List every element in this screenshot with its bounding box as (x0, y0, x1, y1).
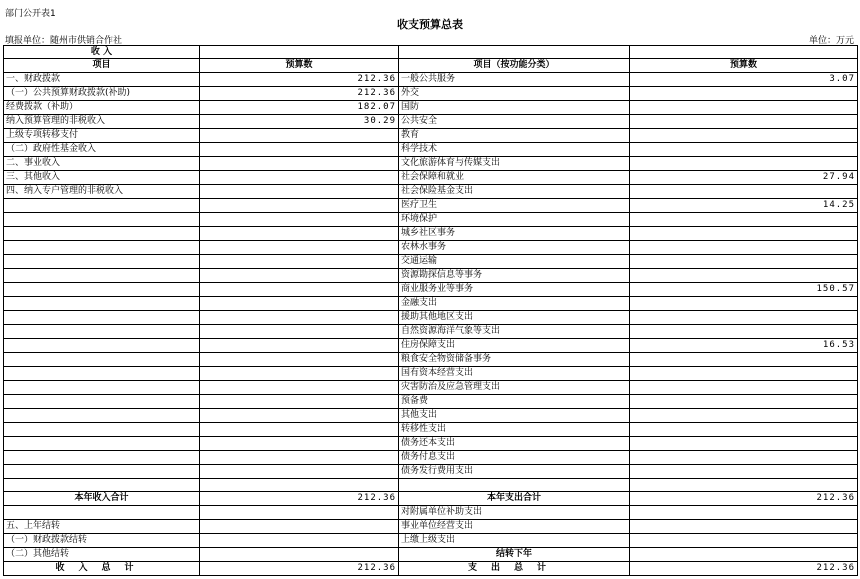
expense-item: 医疗卫生 (399, 199, 630, 213)
income-item (4, 437, 200, 451)
table-row (4, 101, 858, 115)
table-row (4, 437, 858, 451)
expense-budget: 16.53 (630, 339, 858, 353)
budget-table (3, 45, 858, 576)
totals-row (4, 492, 858, 506)
income-budget (200, 381, 399, 395)
income-item (4, 395, 200, 409)
page-title: 收支预算总表 (397, 18, 463, 31)
table-row (4, 423, 858, 437)
expense-budget (630, 157, 858, 171)
expense-item: 灾害防治及应急管理支出 (399, 381, 630, 395)
income-budget (200, 451, 399, 465)
expense-item: 对附属单位补助支出 (399, 506, 630, 520)
income-budget (200, 129, 399, 143)
income-item: （一）财政拨款结转 (4, 534, 200, 548)
income-budget (200, 269, 399, 283)
expense-grand-value: 212.36 (630, 562, 858, 576)
income-item (4, 506, 200, 520)
income-item (4, 213, 200, 227)
table-row (4, 269, 858, 283)
table-row (4, 73, 858, 87)
expense-budget (630, 534, 858, 548)
col-left-budget: 预算数 (200, 59, 399, 73)
table-row (4, 451, 858, 465)
income-budget (200, 506, 399, 520)
expense-budget (630, 409, 858, 423)
expense-budget (630, 129, 858, 143)
expense-item: 公共安全 (399, 115, 630, 129)
income-item (4, 227, 200, 241)
expense-item: 国有资本经营支出 (399, 367, 630, 381)
income-budget (200, 534, 399, 548)
expense-item: 环境保护 (399, 213, 630, 227)
income-item (4, 353, 200, 367)
income-item: 纳入预算管理的非税收入 (4, 115, 200, 129)
expense-budget (630, 423, 858, 437)
carry-next-year-label: 结转下年 (399, 548, 630, 562)
empty-cell (630, 46, 858, 59)
table-row (4, 395, 858, 409)
table-row (4, 87, 858, 101)
income-item (4, 297, 200, 311)
carry-row (4, 548, 858, 562)
table-row (4, 199, 858, 213)
income-budget (200, 213, 399, 227)
income-budget: 30.29 (200, 115, 399, 129)
income-item (4, 479, 200, 492)
income-item (4, 199, 200, 213)
income-budget (200, 185, 399, 199)
expense-budget (630, 520, 858, 534)
table-row (4, 311, 858, 325)
col-right-budget: 预算数 (630, 59, 858, 73)
expense-item: 社会保障和就业 (399, 171, 630, 185)
expense-budget (630, 87, 858, 101)
income-item: 上级专项转移支付 (4, 129, 200, 143)
expense-budget: 27.94 (630, 171, 858, 185)
expense-budget (630, 297, 858, 311)
expense-item: 债务发行费用支出 (399, 465, 630, 479)
expense-budget: 3.07 (630, 73, 858, 87)
income-item: （一）公共预算财政拨款(补助) (4, 87, 200, 101)
income-item: 五、上年结转 (4, 520, 200, 534)
expense-item: 国防 (399, 101, 630, 115)
expense-budget (630, 213, 858, 227)
income-item (4, 409, 200, 423)
expense-item: 资源勘探信息等事务 (399, 269, 630, 283)
expense-item: 商业服务业等事务 (399, 283, 630, 297)
expense-item: 文化旅游体育与传媒支出 (399, 157, 630, 171)
table-row (4, 129, 858, 143)
col-left-item: 项目 (4, 59, 200, 73)
empty-cell (200, 548, 399, 562)
expense-budget (630, 451, 858, 465)
expense-item: 债务还本支出 (399, 437, 630, 451)
income-budget (200, 143, 399, 157)
income-budget (200, 437, 399, 451)
expense-item: 其他支出 (399, 409, 630, 423)
currency-unit: 单位：万元 (808, 36, 854, 46)
section-row (4, 46, 858, 59)
income-budget (200, 157, 399, 171)
income-item (4, 311, 200, 325)
income-item: 经费拨款（补助） (4, 101, 200, 115)
expense-item: 交通运输 (399, 255, 630, 269)
income-budget (200, 367, 399, 381)
expense-budget (630, 367, 858, 381)
income-budget (200, 241, 399, 255)
column-header-row (4, 59, 858, 73)
expense-item: 事业单位经营支出 (399, 520, 630, 534)
table-row (4, 255, 858, 269)
expense-budget (630, 311, 858, 325)
expense-item (399, 479, 630, 492)
income-budget (200, 465, 399, 479)
income-item: 二、事业收入 (4, 157, 200, 171)
income-item (4, 325, 200, 339)
expense-total-value: 212.36 (630, 492, 858, 506)
income-item: 四、纳入专户管理的非税收入 (4, 185, 200, 199)
table-row (4, 339, 858, 353)
table-row (4, 465, 858, 479)
income-budget (200, 171, 399, 185)
table-row (4, 353, 858, 367)
expense-budget (630, 325, 858, 339)
expense-budget (630, 353, 858, 367)
table-row (4, 479, 858, 492)
expense-budget (630, 479, 858, 492)
income-item (4, 255, 200, 269)
table-row (4, 367, 858, 381)
income-budget (200, 297, 399, 311)
expense-item: 粮食安全物资储备事务 (399, 353, 630, 367)
expense-item: 社会保险基金支出 (399, 185, 630, 199)
income-item (4, 381, 200, 395)
expense-budget (630, 143, 858, 157)
income-budget: 212.36 (200, 73, 399, 87)
income-budget (200, 520, 399, 534)
income-section-header: 收 入 (4, 46, 200, 59)
table-row (4, 381, 858, 395)
income-budget (200, 353, 399, 367)
expense-item: 金融支出 (399, 297, 630, 311)
expense-grand-label: 支出总计 (399, 562, 630, 576)
income-budget (200, 395, 399, 409)
expense-budget (630, 269, 858, 283)
table-row (4, 185, 858, 199)
table-row (4, 297, 858, 311)
income-budget (200, 311, 399, 325)
table-row (4, 213, 858, 227)
sheet-code: 部门公开表1 (5, 9, 56, 19)
income-item (4, 339, 200, 353)
income-item (4, 423, 200, 437)
income-item (4, 367, 200, 381)
table-row (4, 520, 858, 534)
income-budget (200, 423, 399, 437)
expense-budget (630, 437, 858, 451)
expense-item: 预备费 (399, 395, 630, 409)
income-budget: 212.36 (200, 87, 399, 101)
income-grand-value: 212.36 (200, 562, 399, 576)
other-carryover-label: （二）其他结转 (4, 548, 200, 562)
expense-item: 债务付息支出 (399, 451, 630, 465)
expense-budget (630, 185, 858, 199)
income-item (4, 241, 200, 255)
table-row (4, 171, 858, 185)
expense-item: 科学技术 (399, 143, 630, 157)
expense-budget (630, 115, 858, 129)
income-item (4, 269, 200, 283)
table-row (4, 325, 858, 339)
income-budget (200, 479, 399, 492)
expense-budget: 150.57 (630, 283, 858, 297)
table-row (4, 283, 858, 297)
table-row (4, 143, 858, 157)
table-row (4, 157, 858, 171)
expense-budget (630, 506, 858, 520)
expense-item: 外交 (399, 87, 630, 101)
income-budget: 182.07 (200, 101, 399, 115)
income-total-label: 本年收入合计 (4, 492, 200, 506)
expense-item: 一般公共服务 (399, 73, 630, 87)
table-row (4, 241, 858, 255)
expense-budget (630, 255, 858, 269)
income-grand-label: 收入总计 (4, 562, 200, 576)
expense-budget (630, 465, 858, 479)
expense-total-label: 本年支出合计 (399, 492, 630, 506)
reporting-unit: 填报单位：随州市供销合作社 (5, 36, 123, 46)
income-budget (200, 283, 399, 297)
income-budget (200, 227, 399, 241)
income-item: 一、财政拨款 (4, 73, 200, 87)
expense-item: 农林水事务 (399, 241, 630, 255)
empty-cell (630, 548, 858, 562)
income-item (4, 283, 200, 297)
expense-budget (630, 381, 858, 395)
table-row (4, 115, 858, 129)
expense-item: 上缴上级支出 (399, 534, 630, 548)
income-total-value: 212.36 (200, 492, 399, 506)
income-budget (200, 255, 399, 269)
expense-item: 城乡社区事务 (399, 227, 630, 241)
expense-budget: 14.25 (630, 199, 858, 213)
empty-cell (200, 46, 399, 59)
expense-budget (630, 101, 858, 115)
income-item: 三、其他收入 (4, 171, 200, 185)
grand-total-row (4, 562, 858, 576)
expense-budget (630, 241, 858, 255)
col-right-item: 项目（按功能分类） (399, 59, 630, 73)
income-budget (200, 339, 399, 353)
income-budget (200, 325, 399, 339)
expense-item: 自然资源海洋气象等支出 (399, 325, 630, 339)
income-budget (200, 199, 399, 213)
expense-item: 转移性支出 (399, 423, 630, 437)
table-row (4, 409, 858, 423)
expense-budget (630, 395, 858, 409)
income-item (4, 465, 200, 479)
income-item: （二）政府性基金收入 (4, 143, 200, 157)
expense-budget (630, 227, 858, 241)
table-row (4, 534, 858, 548)
expense-item: 教育 (399, 129, 630, 143)
income-item (4, 451, 200, 465)
expense-item: 援助其他地区支出 (399, 311, 630, 325)
empty-cell (399, 46, 630, 59)
table-row (4, 227, 858, 241)
table-row (4, 506, 858, 520)
income-budget (200, 409, 399, 423)
expense-item: 住房保障支出 (399, 339, 630, 353)
